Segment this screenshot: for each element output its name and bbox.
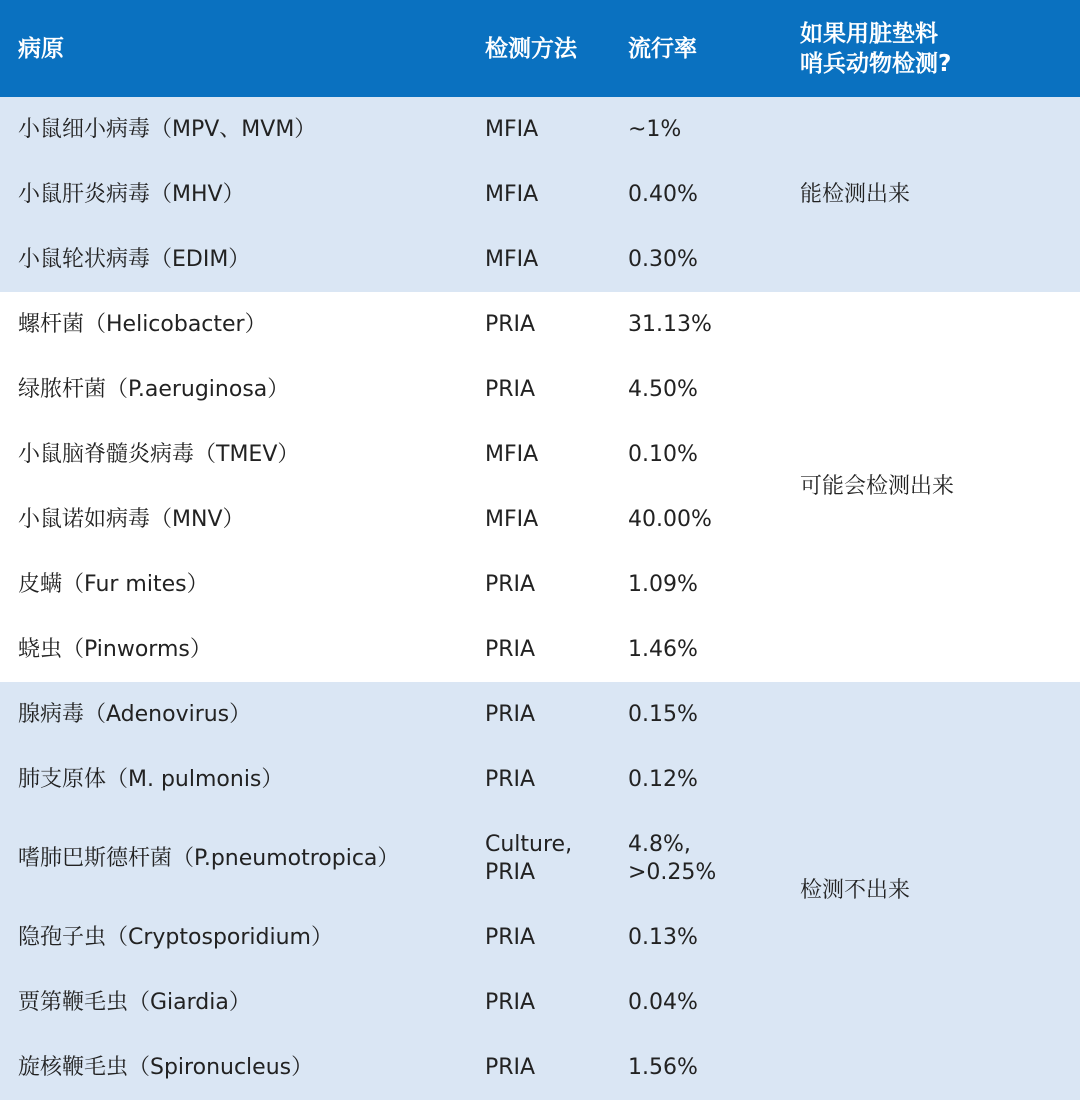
method-cell: PRIA [467, 747, 614, 812]
pathogen-cell: 皮螨（Fur mites） [0, 552, 467, 617]
prevalence-cell: 0.40% [614, 162, 782, 227]
method-cell: MFIA [467, 227, 614, 292]
prevalence-cell: 31.13% [614, 292, 782, 357]
detectability-cell: 能检测出来 [782, 97, 1080, 292]
prevalence-cell: 0.04% [614, 970, 782, 1035]
header-row [0, 0, 1080, 97]
header-sentinel-line2: 哨兵动物检测? [800, 50, 952, 77]
method-cell: PRIA [467, 1035, 614, 1100]
prevalence-cell: 0.13% [614, 905, 782, 970]
pathogen-cell: 小鼠轮状病毒（EDIM） [0, 227, 467, 292]
method-cell: PRIA [467, 970, 614, 1035]
pathogen-cell: 小鼠细小病毒（MPV、MVM） [0, 97, 467, 162]
pathogen-cell: 隐孢子虫（Cryptosporidium） [0, 905, 467, 970]
prevalence-cell: 4.50% [614, 357, 782, 422]
pathogen-cell: 嗜肺巴斯德杆菌（P.pneumotropica） [0, 812, 467, 905]
method-cell: PRIA [467, 905, 614, 970]
pathogen-cell: 旋核鞭毛虫（Spironucleus） [0, 1035, 467, 1100]
prevalence-cell: 0.15% [614, 682, 782, 747]
prevalence-cell: 1.56% [614, 1035, 782, 1100]
header-method: 检测方法 [467, 0, 614, 97]
prevalence-cell: 1.09% [614, 552, 782, 617]
pathogen-cell: 肺支原体（M. pulmonis） [0, 747, 467, 812]
table-row [0, 682, 1080, 747]
table-header [0, 0, 1080, 97]
pathogen-cell: 贾第鞭毛虫（Giardia） [0, 970, 467, 1035]
prevalence-cell: 0.30% [614, 227, 782, 292]
prevalence-cell: 1.46% [614, 617, 782, 682]
prevalence-cell [614, 812, 782, 905]
method-cell: MFIA [467, 422, 614, 487]
prevalence-line: >0.25% [628, 859, 717, 885]
prevalence-cell: 0.12% [614, 747, 782, 812]
header-pathogen: 病原 [0, 0, 467, 97]
method-cell: PRIA [467, 357, 614, 422]
pathogen-cell: 绿脓杆菌（P.aeruginosa） [0, 357, 467, 422]
table-row [0, 97, 1080, 162]
pathogen-cell: 小鼠诺如病毒（MNV） [0, 487, 467, 552]
method-cell: MFIA [467, 162, 614, 227]
detectability-cell: 可能会检测出来 [782, 292, 1080, 682]
method-line: PRIA [485, 859, 536, 885]
method-cell: PRIA [467, 617, 614, 682]
header-prevalence: 流行率 [614, 0, 782, 97]
method-cell: MFIA [467, 97, 614, 162]
method-cell: PRIA [467, 292, 614, 357]
method-cell: MFIA [467, 487, 614, 552]
table-row [0, 292, 1080, 357]
prevalence-cell: 40.00% [614, 487, 782, 552]
method-cell [467, 812, 614, 905]
pathogen-cell: 腺病毒（Adenovirus） [0, 682, 467, 747]
detectability-cell: 检测不出来 [782, 682, 1080, 1100]
table-body [0, 97, 1080, 1100]
header-sentinel-detection [782, 0, 1080, 97]
pathogen-cell: 蛲虫（Pinworms） [0, 617, 467, 682]
prevalence-line: 4.8%, [628, 831, 691, 857]
pathogen-cell: 螺杆菌（Helicobacter） [0, 292, 467, 357]
pathogen-cell: 小鼠脑脊髓炎病毒（TMEV） [0, 422, 467, 487]
method-cell: PRIA [467, 552, 614, 617]
method-line: Culture, [485, 831, 573, 857]
prevalence-cell: ~1% [614, 97, 782, 162]
prevalence-cell: 0.10% [614, 422, 782, 487]
method-cell: PRIA [467, 682, 614, 747]
pathogen-cell: 小鼠肝炎病毒（MHV） [0, 162, 467, 227]
header-sentinel-line1: 如果用脏垫料 [800, 20, 938, 47]
